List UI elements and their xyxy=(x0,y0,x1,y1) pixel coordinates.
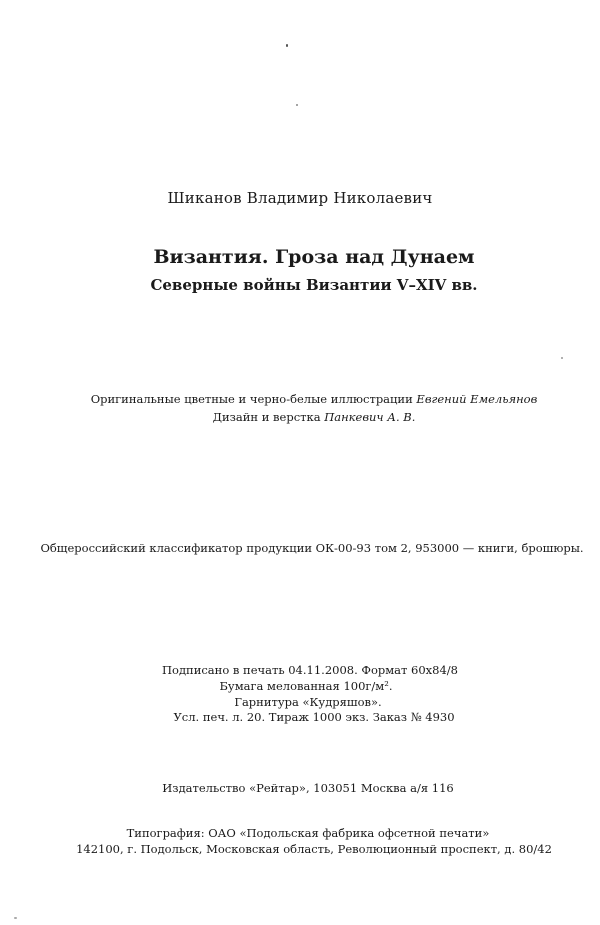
product-classifier: Общероссийский классификатор продукции ОК-00-93 том 2, 953000 — книги, брошюры. xyxy=(40,541,584,555)
print-speck xyxy=(14,917,17,919)
publisher: Издательство «Рейтар», 103051 Москва а/я 116 xyxy=(162,781,454,795)
illustrations-credit xyxy=(14,393,600,407)
book-title: Византия. Гроза над Дунаем xyxy=(153,246,475,268)
typeface: Гарнитура «Кудряшов». xyxy=(234,695,382,709)
illustrations-credit-author: Евгений Емельянов xyxy=(416,392,538,406)
print-run: Усл. печ. л. 20. Тираж 1000 экз. Заказ № 4930 xyxy=(173,710,455,724)
printing-house: Типография: ОАО «Подольская фабрика офсетной печати» xyxy=(126,826,490,840)
design-credit-author: Панкевич А. В. xyxy=(324,410,416,424)
illustrations-credit-label: Оригинальные цветные и черно-белые иллюстрации xyxy=(90,392,413,406)
author-name: Шиканов Владимир Николаевич xyxy=(167,189,433,207)
signed-to-print: Подписано в печать 04.11.2008. Формат 60x84/8 xyxy=(162,663,458,677)
print-speck xyxy=(296,104,298,106)
printing-address: 142100, г. Подольск, Московская область, Революционный проспект, д. 80/42 xyxy=(76,842,552,856)
print-speck xyxy=(561,357,563,359)
paper-type: Бумага мелованная 100г/м². xyxy=(219,679,393,693)
design-credit xyxy=(14,411,600,425)
design-credit-label: Дизайн и верстка xyxy=(212,410,321,424)
book-subtitle: Северные войны Византии V–XIV вв. xyxy=(150,276,478,294)
print-speck xyxy=(286,44,288,47)
